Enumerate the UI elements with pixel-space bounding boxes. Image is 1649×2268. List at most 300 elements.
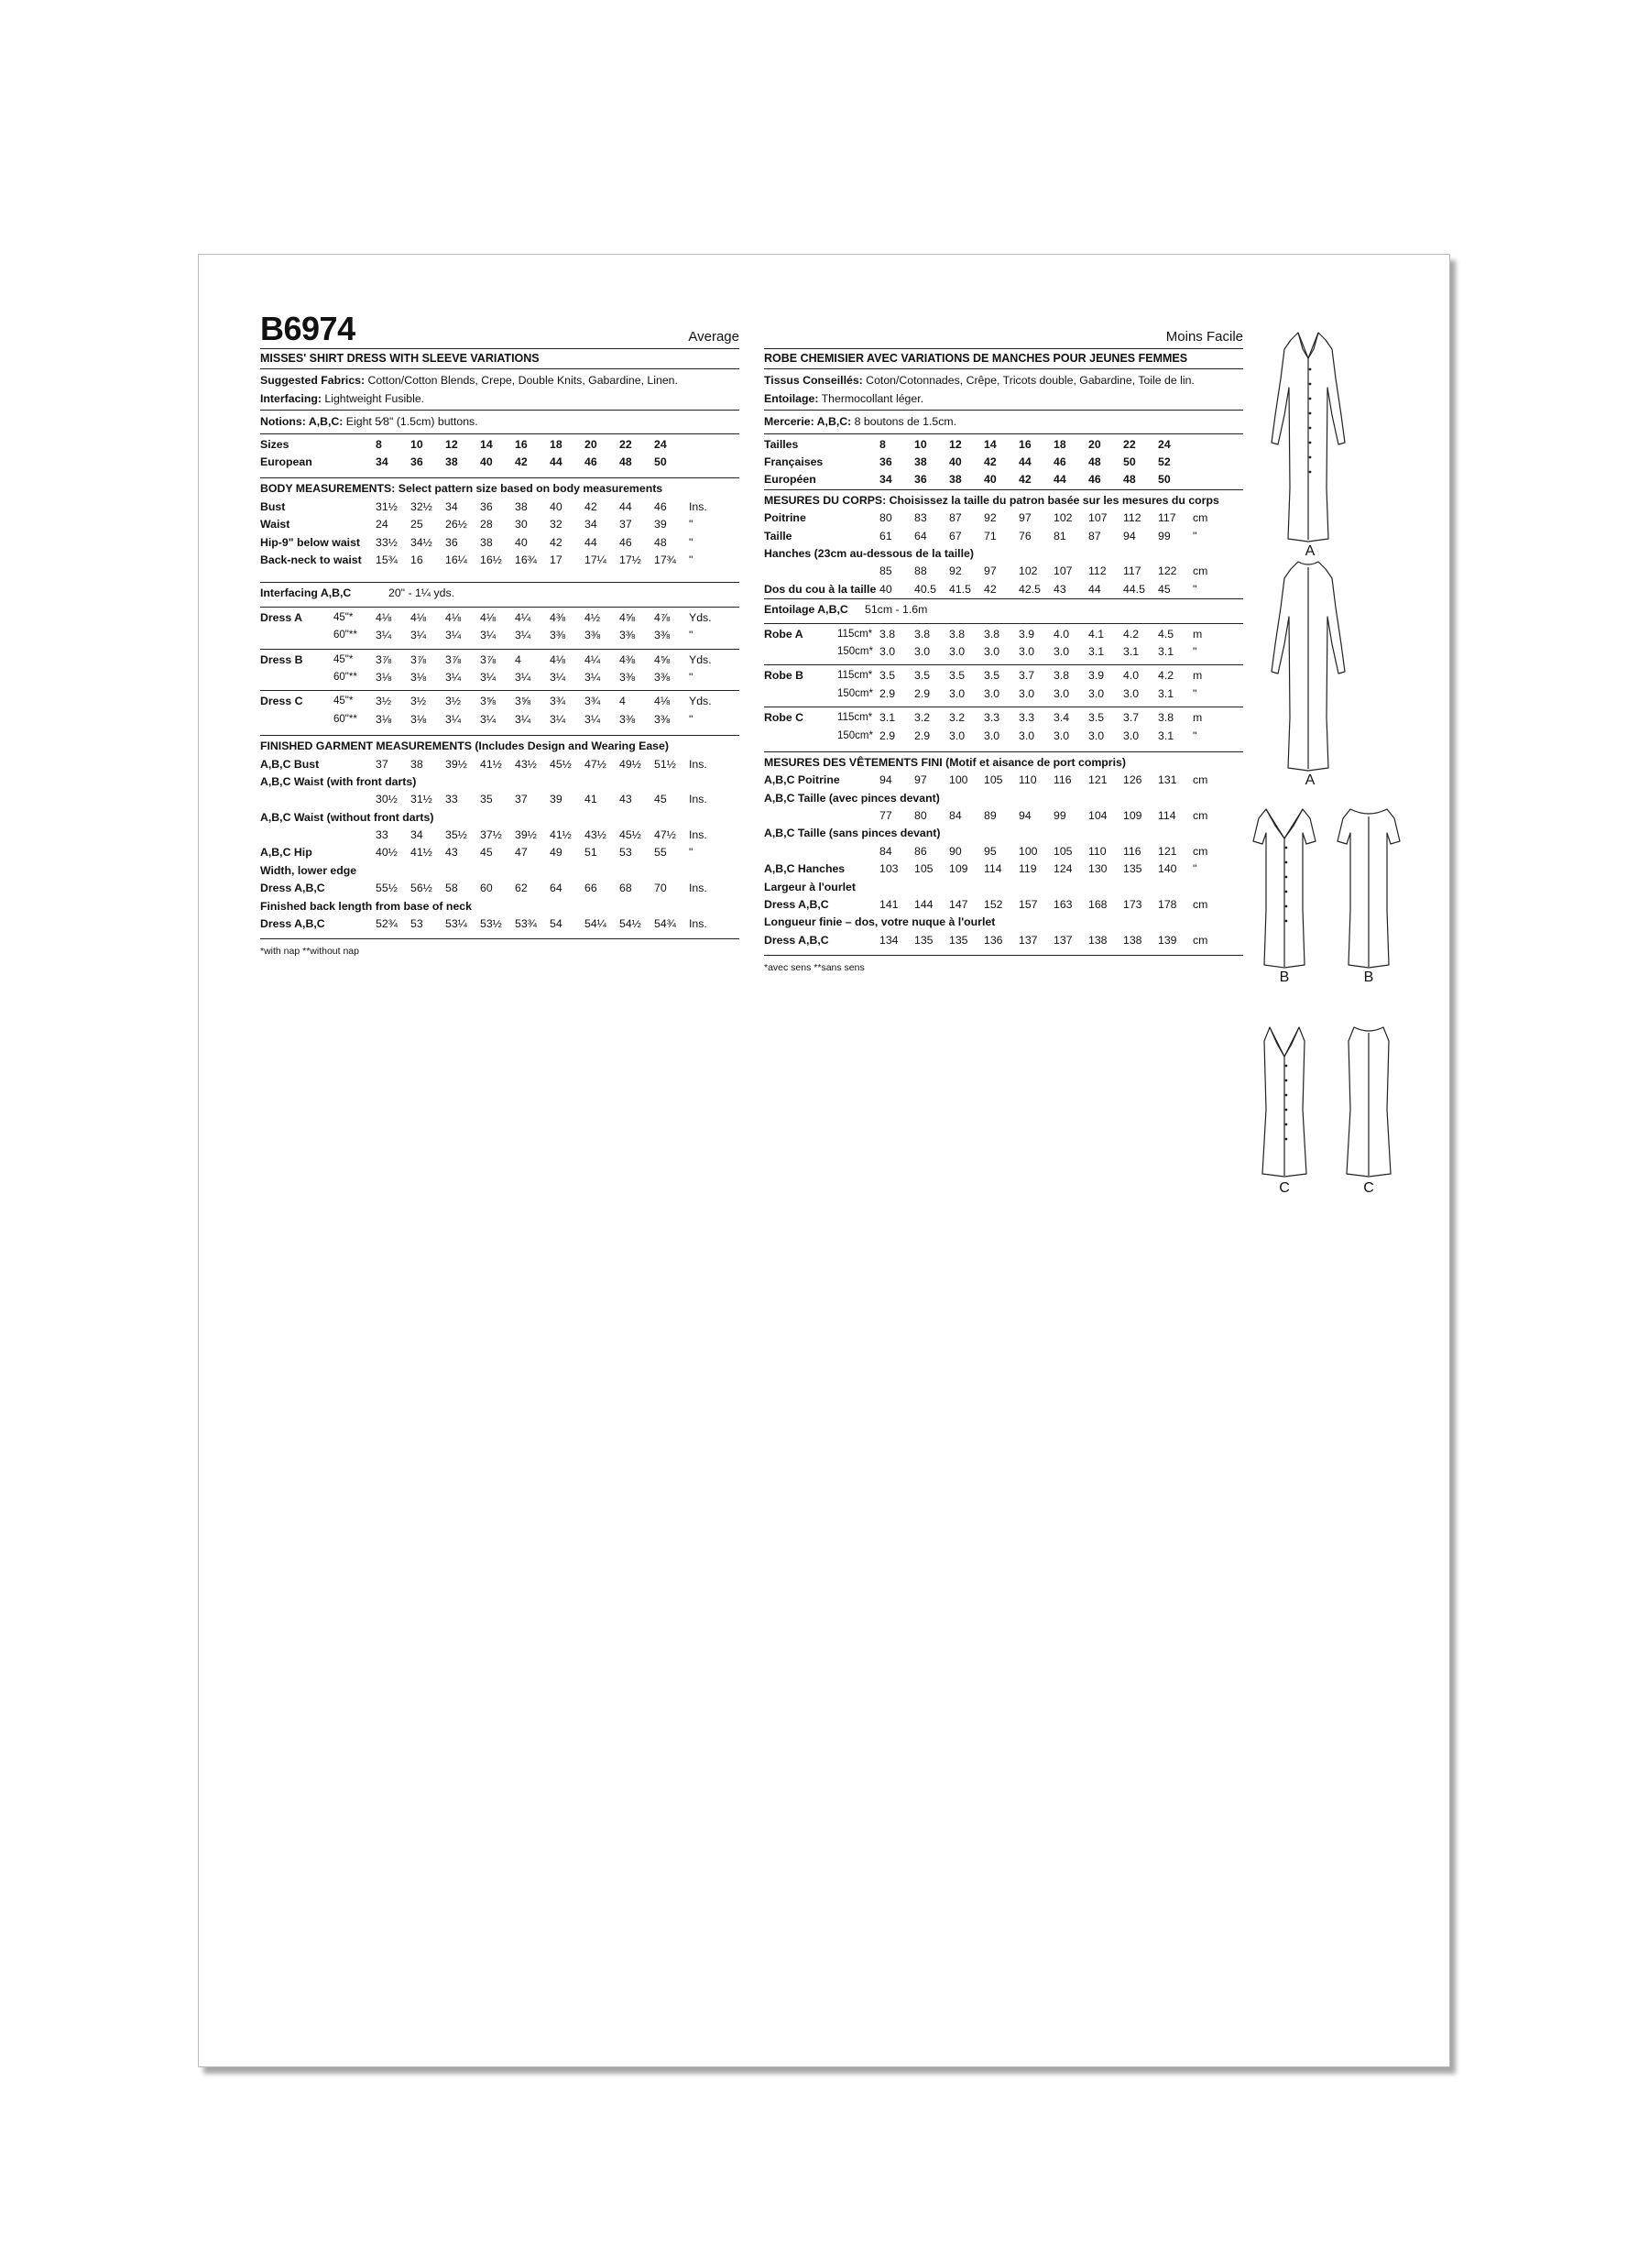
cell-value: 3.0 bbox=[949, 729, 966, 742]
fabric-width: 150cm* bbox=[837, 687, 873, 699]
cell-value: 45 bbox=[654, 793, 667, 806]
cell-value: 24 bbox=[1158, 437, 1171, 451]
table-row bbox=[764, 932, 1243, 949]
cell-value: 3⅜ bbox=[619, 629, 636, 642]
fabric-width: 45"* bbox=[333, 653, 354, 665]
table-row bbox=[764, 545, 1243, 563]
cell-value: 14 bbox=[984, 437, 997, 451]
dress-label: Robe B bbox=[764, 669, 804, 683]
cell-value: 4.2 bbox=[1158, 669, 1174, 683]
cell-value: 105 bbox=[914, 862, 934, 876]
cell-value: 3.8 bbox=[949, 627, 966, 641]
unit: m bbox=[1193, 627, 1203, 641]
row-label bbox=[260, 827, 376, 844]
cell-value: 54½ bbox=[619, 917, 641, 931]
pattern-number: B6974 bbox=[260, 310, 355, 347]
cell-value: 40 bbox=[515, 535, 528, 549]
cell-value: 3.8 bbox=[984, 627, 1000, 641]
cell-value: 42 bbox=[550, 535, 562, 549]
table-row bbox=[260, 827, 739, 844]
cell-value: 15¾ bbox=[376, 553, 398, 566]
unit: m bbox=[1193, 669, 1203, 683]
cell-value: 46 bbox=[584, 455, 597, 469]
cell-value: 3⅞ bbox=[376, 652, 392, 666]
cell-value: 80 bbox=[879, 511, 892, 525]
header-fr bbox=[764, 308, 1243, 348]
cell-value: 36 bbox=[480, 499, 493, 513]
cell-value: 8 bbox=[879, 437, 886, 451]
cell-value: 103 bbox=[879, 862, 899, 876]
cell-value: 64 bbox=[550, 882, 562, 895]
cell-value: 3.0 bbox=[984, 686, 1000, 700]
cell-value: 3.5 bbox=[879, 669, 896, 683]
cell-value: 53¾ bbox=[515, 917, 537, 931]
cell-value: 53 bbox=[410, 917, 423, 931]
table-row bbox=[260, 454, 739, 471]
cell-value: 3.2 bbox=[914, 711, 931, 725]
cell-value: 90 bbox=[949, 844, 962, 858]
cell-value: 20 bbox=[1088, 437, 1101, 451]
cell-value: 55 bbox=[654, 846, 667, 860]
cell-value: 134 bbox=[879, 933, 899, 947]
row-label: A,B,C Waist (with front darts) bbox=[260, 774, 417, 788]
cell-value: 30 bbox=[515, 518, 528, 531]
cell-value: 3¼ bbox=[584, 670, 601, 684]
cell-value: 45½ bbox=[619, 828, 641, 842]
cell-value: 33 bbox=[445, 793, 458, 806]
dress-yardage-group bbox=[260, 690, 739, 729]
cell-value: 37 bbox=[619, 518, 632, 531]
cell-value: 3.1 bbox=[1158, 729, 1174, 742]
table-row bbox=[260, 880, 739, 897]
cell-value: 3⅛ bbox=[410, 712, 427, 726]
cell-value: 42 bbox=[984, 582, 997, 596]
finished-measurements-heading-fr: MESURES DES VÊTEMENTS FINI (Motif et aisance de port compris) bbox=[764, 755, 1126, 769]
cell-value: 102 bbox=[1054, 511, 1073, 525]
unit: " bbox=[689, 712, 693, 726]
table-row bbox=[764, 471, 1243, 488]
row-label bbox=[260, 791, 376, 808]
dress-yardage-group bbox=[764, 664, 1243, 703]
yardage-row bbox=[260, 669, 739, 686]
unit: Ins. bbox=[689, 917, 707, 931]
cell-value: 34 bbox=[879, 473, 892, 487]
unit: " bbox=[1193, 729, 1197, 742]
notions-label-fr: Mercerie: A,B,C: bbox=[764, 415, 852, 429]
cell-value: 36 bbox=[914, 473, 927, 487]
dress-yardage-group bbox=[764, 623, 1243, 662]
cell-value: 54¼ bbox=[584, 917, 606, 931]
cell-value: 121 bbox=[1158, 844, 1177, 858]
cell-value: 3⅞ bbox=[410, 652, 427, 666]
cell-value: 12 bbox=[949, 437, 962, 451]
notions-text: Eight 5⁄8" (1.5cm) buttons. bbox=[343, 415, 478, 429]
cell-value: 42 bbox=[584, 499, 597, 513]
cell-value: 83 bbox=[914, 511, 927, 525]
cell-value: 33 bbox=[376, 828, 388, 842]
fabrics-label: Suggested Fabrics: bbox=[260, 374, 366, 388]
cell-value: 51½ bbox=[654, 757, 676, 771]
cell-value: 3¼ bbox=[445, 629, 462, 642]
dress-label bbox=[764, 728, 837, 745]
cell-value: 4¼ bbox=[584, 652, 601, 666]
cell-value: 3.0 bbox=[1123, 686, 1140, 700]
view-label-c-front: C bbox=[1279, 1180, 1290, 1196]
table-row bbox=[260, 552, 739, 569]
cell-value: 16 bbox=[1019, 437, 1032, 451]
cell-value: 38 bbox=[515, 499, 528, 513]
table-row bbox=[764, 772, 1243, 789]
cell-value: 99 bbox=[1054, 809, 1066, 823]
cell-value: 100 bbox=[1019, 844, 1038, 858]
cell-value: 4⅝ bbox=[619, 610, 636, 624]
pattern-envelope-back bbox=[198, 254, 1450, 2067]
cell-value: 38 bbox=[445, 455, 458, 469]
cell-value: 135 bbox=[949, 933, 968, 947]
row-label: Dress A,B,C bbox=[764, 933, 829, 947]
unit: cm bbox=[1193, 933, 1208, 947]
yardage-row bbox=[764, 685, 1243, 703]
cell-value: 84 bbox=[949, 809, 962, 823]
cell-value: 140 bbox=[1158, 862, 1177, 876]
yardage-fr bbox=[764, 598, 1243, 745]
cell-value: 3⅜ bbox=[584, 629, 601, 642]
cell-value: 3½ bbox=[376, 695, 392, 708]
unit: cm bbox=[1193, 564, 1208, 578]
cell-value: 97 bbox=[984, 564, 997, 578]
row-label bbox=[764, 843, 879, 860]
cell-value: 43 bbox=[1054, 582, 1066, 596]
unit: Ins. bbox=[689, 882, 707, 895]
finished-measurements-rows-fr bbox=[764, 772, 1243, 949]
row-label: Width, lower edge bbox=[260, 863, 357, 877]
table-row bbox=[764, 581, 1243, 598]
cell-value: 119 bbox=[1019, 862, 1037, 876]
cell-value: 37 bbox=[515, 793, 528, 806]
cell-value: 3.1 bbox=[879, 711, 896, 725]
cell-value: 102 bbox=[1019, 564, 1038, 578]
dress-yardage-group bbox=[260, 607, 739, 645]
cell-value: 3.0 bbox=[879, 644, 896, 658]
table-row bbox=[764, 790, 1243, 807]
cell-value: 4 bbox=[619, 695, 626, 708]
cell-value: 157 bbox=[1019, 898, 1038, 912]
row-label: A,B,C Waist (without front darts) bbox=[260, 810, 434, 824]
cell-value: 48 bbox=[619, 455, 632, 469]
unit: " bbox=[1193, 582, 1197, 596]
cell-value: 94 bbox=[879, 773, 892, 787]
cell-value: 42 bbox=[984, 455, 997, 469]
interfacing-yardage-row bbox=[260, 585, 739, 602]
table-row bbox=[764, 509, 1243, 527]
cell-value: 3½ bbox=[445, 695, 462, 708]
cell-value: 3⅜ bbox=[654, 712, 671, 726]
yardage bbox=[260, 582, 739, 729]
cell-value: 3.9 bbox=[1019, 627, 1035, 641]
table-row bbox=[260, 773, 739, 791]
cell-value: 3.1 bbox=[1088, 644, 1105, 658]
cell-value: 34 bbox=[410, 828, 423, 842]
interfacing-yardage-row-fr bbox=[764, 601, 1243, 619]
cell-value: 26½ bbox=[445, 518, 467, 531]
view-a-back-drawing bbox=[1272, 562, 1345, 771]
cell-value: 60 bbox=[480, 882, 493, 895]
cell-value: 50 bbox=[1123, 455, 1136, 469]
fabric-width: 150cm* bbox=[837, 729, 873, 741]
yardage-row bbox=[260, 652, 739, 669]
cell-value: 163 bbox=[1054, 898, 1073, 912]
row-label: Européen bbox=[764, 473, 816, 487]
table-row bbox=[764, 454, 1243, 471]
cell-value: 32 bbox=[550, 518, 562, 531]
cell-value: 116 bbox=[1123, 844, 1141, 858]
cell-value: 50 bbox=[1158, 473, 1171, 487]
unit: " bbox=[1193, 686, 1197, 700]
fabric-width: 115cm* bbox=[837, 670, 873, 682]
cell-value: 52 bbox=[1158, 455, 1171, 469]
unit: m bbox=[1193, 711, 1203, 725]
cell-value: 53 bbox=[619, 846, 632, 860]
cell-value: 47½ bbox=[584, 757, 606, 771]
cell-value: 49 bbox=[550, 846, 562, 860]
interfacing-text: Lightweight Fusible. bbox=[321, 391, 425, 405]
cell-value: 3⅜ bbox=[654, 629, 671, 642]
view-label-b-back: B bbox=[1363, 970, 1374, 985]
cell-value: 42 bbox=[1019, 473, 1032, 487]
cell-value: 3.1 bbox=[1158, 686, 1174, 700]
cell-value: 2.9 bbox=[879, 686, 896, 700]
cell-value: 36 bbox=[410, 455, 423, 469]
cell-value: 99 bbox=[1158, 529, 1171, 542]
cell-value: 3½ bbox=[410, 695, 427, 708]
cell-value: 38 bbox=[949, 473, 962, 487]
table-row bbox=[764, 914, 1243, 931]
cell-value: 46 bbox=[619, 535, 632, 549]
cell-value: 17¼ bbox=[584, 553, 606, 566]
cell-value: 28 bbox=[480, 518, 493, 531]
cell-value: 3.1 bbox=[1158, 644, 1174, 658]
finished-measurements-heading: FINISHED GARMENT MEASUREMENTS (Includes Design and Wearing Ease) bbox=[260, 740, 669, 753]
cell-value: 92 bbox=[984, 511, 997, 525]
yardage-row bbox=[764, 626, 1243, 643]
yardage-row bbox=[260, 609, 739, 627]
cell-value: 109 bbox=[1123, 809, 1142, 823]
cell-value: 87 bbox=[949, 511, 962, 525]
cell-value: 3¼ bbox=[410, 629, 427, 642]
table-row bbox=[260, 915, 739, 933]
view-c-back-drawing bbox=[1347, 1027, 1391, 1177]
cell-value: 105 bbox=[984, 773, 1003, 787]
cell-value: 136 bbox=[984, 933, 1003, 947]
cell-value: 3⅜ bbox=[654, 670, 671, 684]
cell-value: 35 bbox=[480, 793, 493, 806]
unit: Yds. bbox=[689, 610, 712, 624]
difficulty-level: Average bbox=[688, 329, 739, 345]
cell-value: 94 bbox=[1123, 529, 1136, 542]
unit: Ins. bbox=[689, 793, 707, 806]
cell-value: 173 bbox=[1123, 898, 1142, 912]
unit: " bbox=[689, 846, 693, 860]
dress-views-svg bbox=[1248, 323, 1431, 1020]
cell-value: 4.0 bbox=[1123, 669, 1140, 683]
cell-value: 44.5 bbox=[1123, 582, 1145, 596]
row-label: European bbox=[260, 455, 312, 469]
cell-value: 3.1 bbox=[1123, 644, 1140, 658]
cell-value: 34 bbox=[376, 455, 388, 469]
cell-value: 8 bbox=[376, 437, 382, 451]
cell-value: 77 bbox=[879, 809, 892, 823]
cell-value: 178 bbox=[1158, 898, 1177, 912]
cell-value: 3¼ bbox=[480, 712, 497, 726]
cell-value: 24 bbox=[654, 437, 667, 451]
cell-value: 95 bbox=[984, 844, 997, 858]
cell-value: 2.9 bbox=[879, 729, 896, 742]
cell-value: 4⅛ bbox=[480, 610, 497, 624]
fabric-width: 60"** bbox=[333, 671, 357, 683]
fabric-width: 115cm* bbox=[837, 628, 873, 640]
cell-value: 112 bbox=[1088, 564, 1107, 578]
cell-value: 39 bbox=[550, 793, 562, 806]
cell-value: 4.1 bbox=[1088, 627, 1105, 641]
unit: Ins. bbox=[689, 828, 707, 842]
table-row bbox=[260, 844, 739, 861]
cell-value: 114 bbox=[984, 862, 1002, 876]
cell-value: 4⅜ bbox=[619, 652, 636, 666]
cell-value: 40 bbox=[879, 582, 892, 596]
cell-value: 3.0 bbox=[1088, 729, 1105, 742]
dress-label bbox=[764, 643, 837, 661]
row-label: Tailles bbox=[764, 437, 799, 451]
cell-value: 3¼ bbox=[550, 670, 566, 684]
unit: " bbox=[689, 553, 693, 566]
cell-value: 36 bbox=[445, 535, 458, 549]
cell-value: 3.0 bbox=[914, 644, 931, 658]
cell-value: 139 bbox=[1158, 933, 1177, 947]
row-label: Françaises bbox=[764, 455, 824, 469]
row-label: Finished back length from base of neck bbox=[260, 899, 472, 913]
cell-value: 107 bbox=[1088, 511, 1108, 525]
row-label: Sizes bbox=[260, 437, 289, 451]
body-measurements bbox=[260, 477, 739, 569]
cell-value: 4⅞ bbox=[654, 610, 671, 624]
cell-value: 3.0 bbox=[1019, 729, 1035, 742]
cell-value: 107 bbox=[1054, 564, 1073, 578]
cell-value: 3.8 bbox=[1158, 711, 1174, 725]
cell-value: 61 bbox=[879, 529, 892, 542]
cell-value: 3¼ bbox=[480, 629, 497, 642]
cell-value: 10 bbox=[914, 437, 927, 451]
cell-value: 131 bbox=[1158, 773, 1177, 787]
cell-value: 12 bbox=[445, 437, 458, 451]
cell-value: 3.9 bbox=[1088, 669, 1105, 683]
cell-value: 4½ bbox=[584, 610, 601, 624]
cell-value: 42.5 bbox=[1019, 582, 1041, 596]
cell-value: 3.5 bbox=[914, 669, 931, 683]
cell-value: 40.5 bbox=[914, 582, 936, 596]
dress-yardage-group bbox=[764, 707, 1243, 745]
dress-label: Dress A bbox=[260, 610, 303, 624]
cell-value: 43 bbox=[619, 793, 632, 806]
cell-value: 3.0 bbox=[949, 644, 966, 658]
finished-measurements-rows bbox=[260, 756, 739, 934]
fabrics-paragraph bbox=[260, 368, 739, 410]
cell-value: 38 bbox=[480, 535, 493, 549]
footnote: *with nap **without nap bbox=[260, 938, 739, 960]
table-row bbox=[764, 860, 1243, 878]
dress-yardage-rows-fr bbox=[764, 623, 1243, 745]
cell-value: 137 bbox=[1019, 933, 1038, 947]
cell-value: 3.0 bbox=[984, 644, 1000, 658]
cell-value: 3.7 bbox=[1123, 711, 1140, 725]
cell-value: 53½ bbox=[480, 917, 502, 931]
cell-value: 84 bbox=[879, 844, 892, 858]
unit: cm bbox=[1193, 809, 1208, 823]
fabric-width: 115cm* bbox=[837, 712, 873, 724]
cell-value: 144 bbox=[914, 898, 934, 912]
cell-value: 41 bbox=[584, 793, 597, 806]
yardage-row bbox=[764, 728, 1243, 745]
row-label: Back-neck to waist bbox=[260, 553, 362, 566]
cell-value: 3.7 bbox=[1019, 669, 1035, 683]
cell-value: 3¼ bbox=[445, 712, 462, 726]
table-row bbox=[764, 436, 1243, 454]
cell-value: 3.5 bbox=[1088, 711, 1105, 725]
cell-value: 3.0 bbox=[1019, 644, 1035, 658]
notions-label: Notions: A,B,C: bbox=[260, 415, 344, 429]
fabrics-paragraph-fr bbox=[764, 368, 1243, 410]
cell-value: 4⅛ bbox=[410, 610, 427, 624]
row-label: Largeur à l'ourlet bbox=[764, 880, 856, 893]
cell-value: 30½ bbox=[376, 793, 398, 806]
table-row bbox=[260, 898, 739, 915]
cell-value: 4 bbox=[515, 652, 521, 666]
unit: Ins. bbox=[689, 757, 707, 771]
sizes-table bbox=[260, 433, 739, 472]
cell-value: 33½ bbox=[376, 535, 398, 549]
cell-value: 122 bbox=[1158, 564, 1177, 578]
cell-value: 3⅞ bbox=[445, 652, 462, 666]
interfacing-yardage-value: 20" - 1¼ yds. bbox=[388, 586, 455, 600]
view-b-back-drawing bbox=[1338, 809, 1400, 968]
cell-value: 54 bbox=[550, 917, 562, 931]
cell-value: 3⅛ bbox=[376, 670, 392, 684]
dress-label bbox=[764, 685, 837, 703]
cell-value: 31½ bbox=[410, 793, 432, 806]
cell-value: 3¾ bbox=[584, 695, 601, 708]
fabrics-text-fr: Coton/Cotonnades, Crêpe, Tricots double, Gabardine, Toile de lin. bbox=[862, 374, 1195, 388]
cell-value: 45 bbox=[1158, 582, 1171, 596]
table-row bbox=[260, 756, 739, 773]
cell-value: 17½ bbox=[619, 553, 641, 566]
cell-value: 3.2 bbox=[949, 711, 966, 725]
cell-value: 44 bbox=[1019, 455, 1032, 469]
cell-value: 52¾ bbox=[376, 917, 398, 931]
cell-value: 3.3 bbox=[984, 711, 1000, 725]
cell-value: 4⅝ bbox=[654, 652, 671, 666]
cell-value: 3⅜ bbox=[619, 670, 636, 684]
cell-value: 4.5 bbox=[1158, 627, 1174, 641]
pattern-title: MISSES' SHIRT DRESS WITH SLEEVE VARIATIONS bbox=[260, 352, 540, 365]
cell-value: 46 bbox=[1054, 455, 1066, 469]
view-a-front-drawing bbox=[1272, 333, 1345, 542]
cell-value: 41.5 bbox=[949, 582, 971, 596]
cell-value: 100 bbox=[949, 773, 968, 787]
cell-value: 2.9 bbox=[914, 729, 931, 742]
row-label: A,B,C Taille (avec pinces devant) bbox=[764, 791, 940, 805]
cell-value: 114 bbox=[1158, 809, 1176, 823]
table-row bbox=[764, 843, 1243, 860]
cell-value: 85 bbox=[879, 564, 892, 578]
